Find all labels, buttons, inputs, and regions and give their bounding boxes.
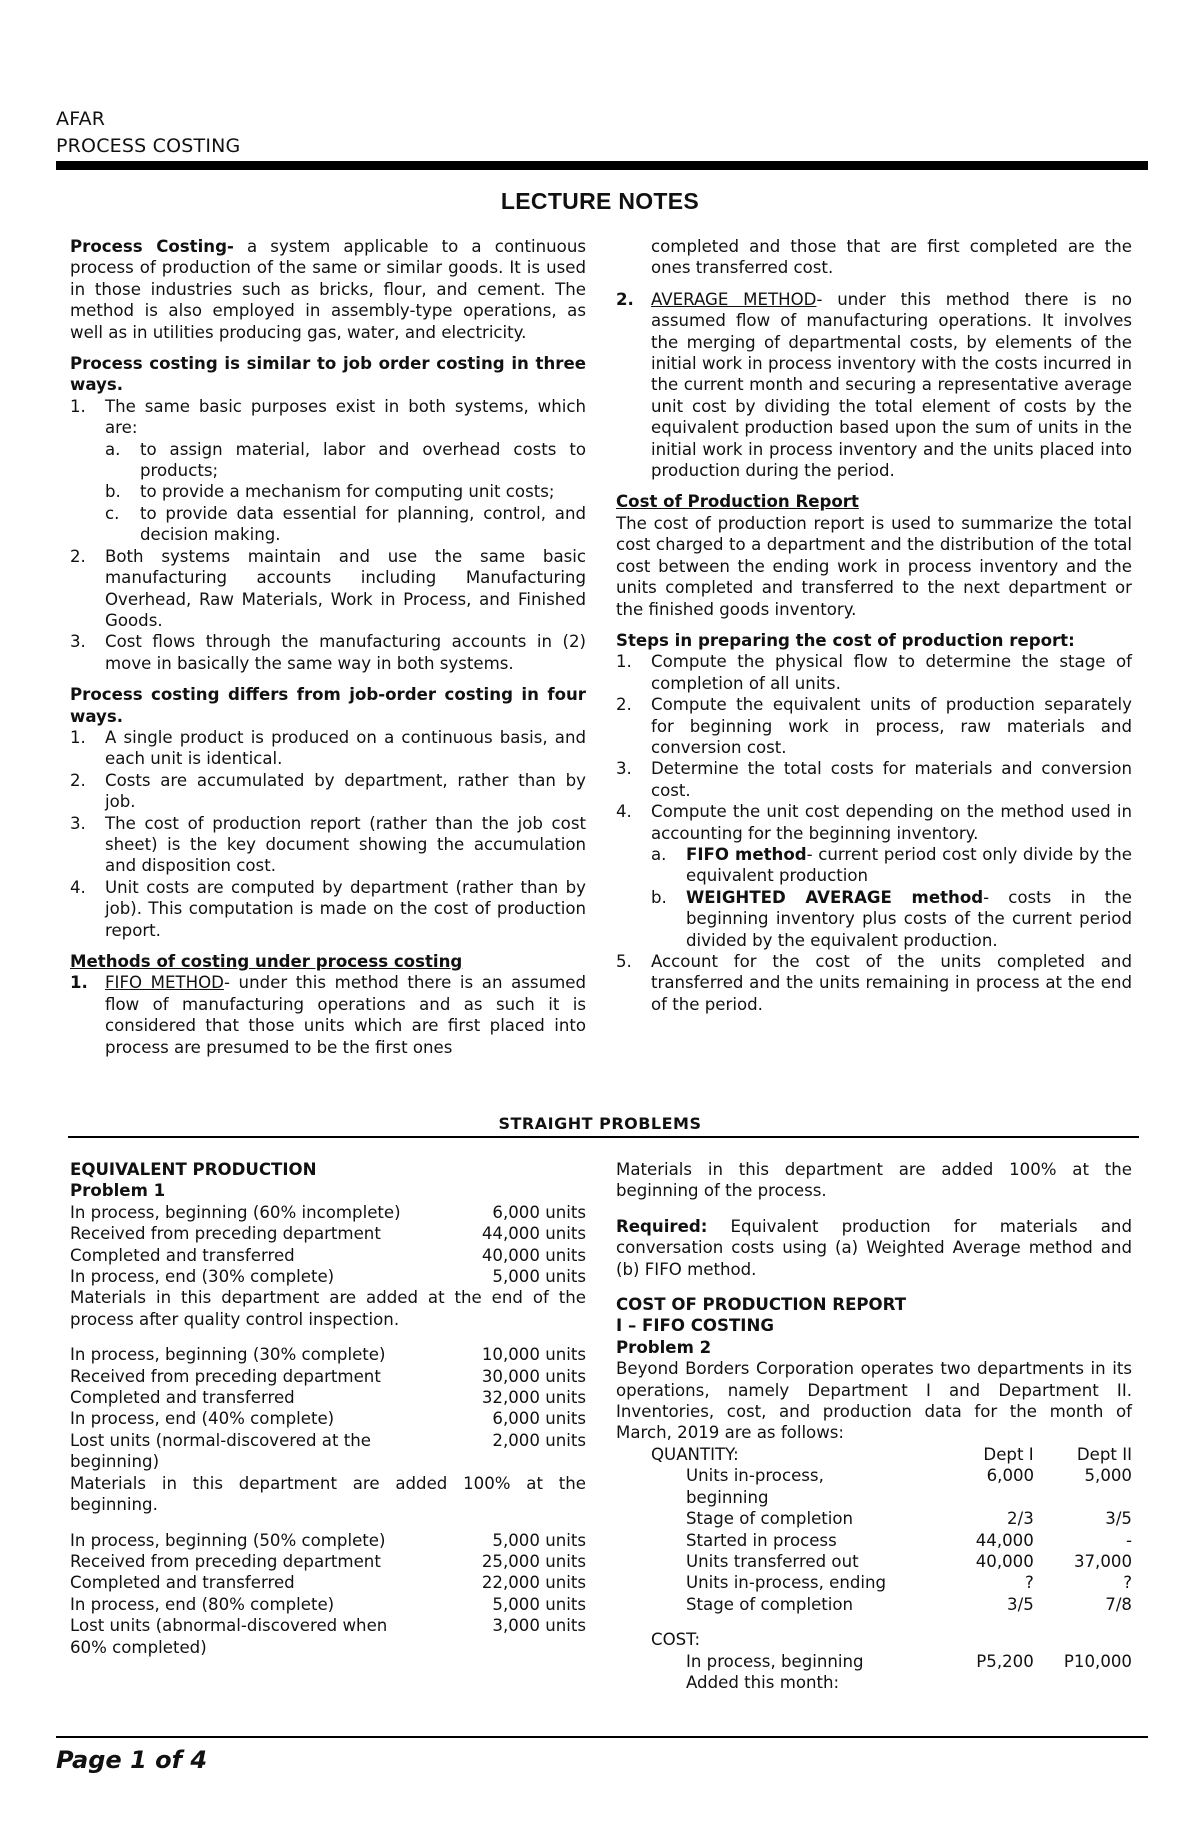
similar-heading: Process costing is similar to job order costing in three ways. <box>70 354 586 395</box>
table-row: Stage of completion 2/3 3/5 <box>686 1509 1132 1529</box>
list-item: b. WEIGHTED AVERAGE method- costs in the beginning inventory plus costs of the current period divided by the equivalent production. <box>651 887 1132 950</box>
problems-right-column <box>616 1159 1132 1693</box>
list-item: 3. The cost of production report (rather than the job cost sheet) is the key document showing the accumulation and disposition cost. <box>70 813 586 876</box>
set3-note: Materials in this department are added 100% at the beginning of the process. <box>616 1160 1132 1201</box>
fifo-costing-heading: I – FIFO COSTING <box>616 1316 774 1336</box>
lecture-right-column <box>616 236 1132 1015</box>
steps-heading: Steps in preparing the cost of production report: <box>616 630 1075 650</box>
straight-problems-divider <box>68 1136 1139 1138</box>
equivalent-production-heading: EQUIVALENT PRODUCTION <box>70 1160 317 1179</box>
document-header <box>56 106 240 160</box>
table-row: Completed and transferred 22,000 units <box>70 1573 586 1593</box>
table-row: Started in process 44,000 - <box>686 1530 1132 1550</box>
table-row: In process, end (30% complete) 5,000 units <box>70 1267 586 1287</box>
table-row: In process, beginning P5,200 P10,000 <box>686 1651 1132 1671</box>
header-topic: PROCESS COSTING <box>56 135 241 157</box>
average-method-item: 2. AVERAGE METHOD- under this method there is no assumed flow of manufacturing operations. It involves the merging of departmental costs, by elements of the initial work in process inventory with the costs incurred in the current month and securing a representative average unit cost by dividing the total element of costs by the equivalent production based upon the sum of units in the initial work in process inventory and the units placed into production during the period. <box>616 289 1132 481</box>
fifo-method-continued: completed and those that are first completed are the ones transferred cost. <box>651 237 1132 278</box>
page-title: LECTURE NOTES <box>500 188 700 214</box>
problem2-table <box>651 1444 1132 1693</box>
purposes-list <box>105 439 586 546</box>
list-item: 1. The same basic purposes exist in both systems, which are: <box>70 396 586 438</box>
cpr-text: The cost of production report is used to summarize the total cost charged to a department and the distribution of the total cost between the ending work in process inventory and the units completed and transferred to the next department or the finished goods inventory. <box>616 513 1132 619</box>
process-costing-def-text: a system applicable to a continuous process of production of the same or similar goods. It is used in those industries such as bricks, flour, and cement. The method is also employed in assembly-type operations, as well as in utilities producing gas, water, and electricity. <box>70 237 586 342</box>
table-row: Units in-process, ending ? ? <box>686 1573 1132 1593</box>
average-method-label: AVERAGE METHOD <box>651 289 817 309</box>
list-item: 5. Account for the cost of the units completed and transferred and the units remaining in process at the end of the period. <box>616 952 1132 1014</box>
table-row: Added this month: <box>686 1672 840 1692</box>
table-row: Received from preceding department 44,000 units <box>70 1224 586 1244</box>
cost-of-production-report-heading: COST OF PRODUCTION REPORT <box>616 1295 907 1315</box>
average-method-text: - under this method there is no assumed flow of manufacturing operations. It involves the merging of departmental costs, by elements of the initial work in process inventory with the costs incurred in the current month and securing a representative average unit cost by dividing the total element of costs by the equivalent production based upon the sum of units in the initial work in process inventory and the units placed into production during the period. <box>651 289 1132 481</box>
set2-note: Materials in this department are added 100% at the beginning. <box>70 1473 586 1515</box>
fifo-method-label: FIFO METHOD <box>105 973 224 993</box>
straight-problems-title: STRAIGHT PROBLEMS <box>498 1114 702 1133</box>
table-header-row: QUANTITY: Dept I Dept II <box>651 1444 1132 1464</box>
table-header-row: COST: <box>651 1630 701 1650</box>
step4-sublist <box>651 844 1132 951</box>
table-row: In process, end (40% complete) 6,000 units <box>70 1409 586 1429</box>
table-row: Completed and transferred 40,000 units <box>70 1245 586 1265</box>
table-row: Received from preceding department 30,000 units <box>70 1366 586 1386</box>
problems-left-column <box>70 1159 586 1658</box>
table-row: Lost units (abnormal-discovered when 60% completed) 3,000 units <box>70 1616 586 1657</box>
table-row: In process, beginning (60% incomplete) 6,000 units <box>70 1202 586 1222</box>
table-row: Units transferred out 40,000 37,000 <box>686 1551 1132 1571</box>
list-item: 3. Cost flows through the manufacturing accounts in (2) move in basically the same way in both systems. <box>70 632 586 673</box>
problem2-heading: Problem 2 <box>616 1337 712 1357</box>
list-item: c. to provide data essential for planning, control, and decision making. <box>105 503 586 545</box>
list-item: 1. Compute the physical flow to determine the stage of completion of all units. <box>616 652 1132 693</box>
list-item: 4. Compute the unit cost depending on the method used in accounting for the beginning inventory. <box>616 802 1132 843</box>
differs-heading: Process costing differs from job-order costing in four ways. <box>70 685 586 726</box>
table-row: In process, end (80% complete) 5,000 units <box>70 1594 586 1614</box>
list-item: a. to assign material, labor and overhead costs to products; <box>105 439 586 481</box>
table-row: Stage of completion 3/5 7/8 <box>686 1594 1132 1614</box>
list-item: 2. Compute the equivalent units of production separately for beginning work in process, raw materials and conversion cost. <box>616 695 1132 757</box>
cpr-heading: Cost of Production Report <box>616 492 859 512</box>
required-text: Equivalent production for materials and conversation costs using (a) Weighted Average method and (b) FIFO method. <box>616 1216 1132 1279</box>
process-costing-term: Process Costing- <box>70 237 234 256</box>
list-item: 2. Costs are accumulated by department, rather than by job. <box>70 770 586 812</box>
methods-heading: Methods of costing under process costing <box>70 952 463 971</box>
table-row: Units in-process, beginning 6,000 5,000 <box>686 1466 1132 1507</box>
problem2-text: Beyond Borders Corporation operates two departments in its operations, namely Department I and Department II. Inventories, cost, and production data for the month of March, 2019 are as follows: <box>616 1359 1132 1443</box>
table-row: Completed and transferred 32,000 units <box>70 1388 586 1408</box>
list-item: b. to provide a mechanism for computing unit costs; <box>105 482 555 502</box>
header-divider <box>56 161 1148 170</box>
list-item: a. FIFO method- current period cost only divide by the equivalent production <box>651 844 1133 886</box>
header-subject: AFAR <box>56 108 106 130</box>
table-row: Received from preceding department 25,000 units <box>70 1551 586 1571</box>
lecture-left-column <box>70 236 586 1058</box>
page-number: Page 1 of 4 <box>56 1746 208 1774</box>
list-item: 3. Determine the total costs for materials and conversion cost. <box>616 759 1132 800</box>
required-paragraph <box>616 1216 1132 1280</box>
process-costing-definition <box>70 236 586 343</box>
fifo-method-item: 1. FIFO METHOD- under this method there is an assumed flow of manufacturing operations and as such it is considered that those units which are first placed into process are presumed to be the first ones <box>70 973 587 1057</box>
list-item: 4. Unit costs are computed by department (rather than by job). This computation is made on the cost of production report. <box>70 877 586 940</box>
fifo-method-text: - under this method there is an assumed flow of manufacturing operations and as such it is considered that those units which are first placed into process are presumed to be the first ones <box>105 973 587 1057</box>
table-row: Lost units (normal-discovered at the beginning) 2,000 units <box>70 1430 586 1472</box>
footer-divider <box>56 1736 1148 1738</box>
required-label: Required: <box>616 1216 708 1236</box>
table-row: In process, beginning (50% complete) 5,000 units <box>70 1530 586 1550</box>
table-row: In process, beginning (30% complete) 10,000 units <box>70 1345 586 1365</box>
set1-note: Materials in this department are added at the end of the process after quality control inspection. <box>70 1288 586 1329</box>
problem1-heading: Problem 1 <box>70 1181 166 1201</box>
list-item: 1. A single product is produced on a continuous basis, and each unit is identical. <box>70 727 586 769</box>
list-item: 2. Both systems maintain and use the same basic manufacturing accounts including Manufacturing Overhead, Raw Materials, Work in Process, and Finished Goods. <box>70 546 586 630</box>
